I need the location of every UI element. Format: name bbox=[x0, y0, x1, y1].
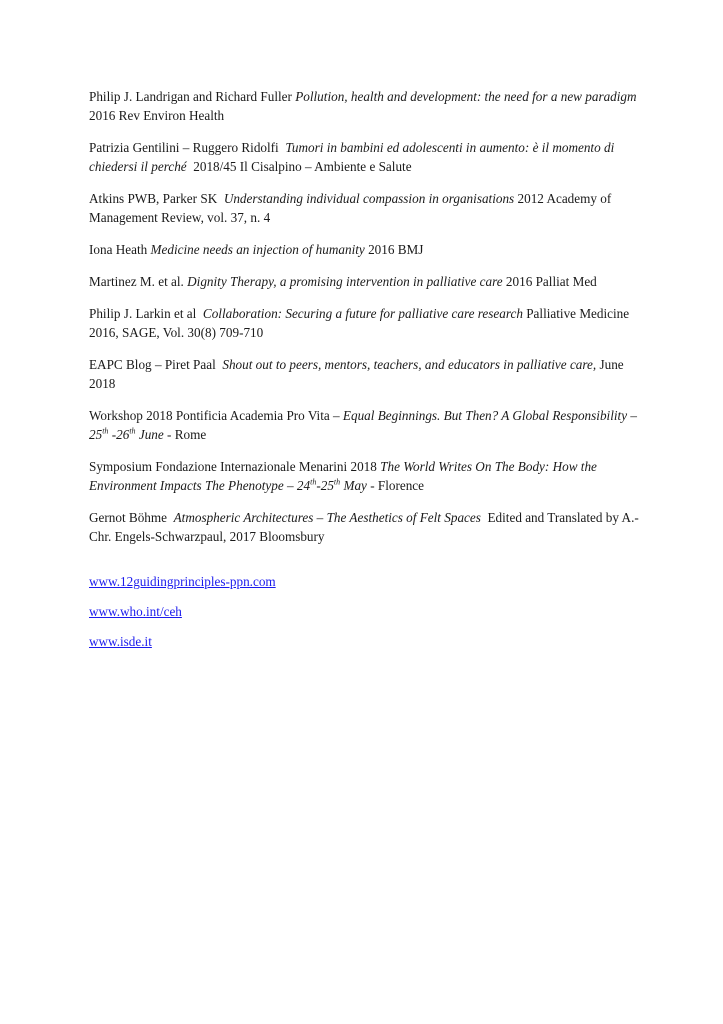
reference-item bbox=[89, 240, 649, 259]
reference-title-part: May bbox=[340, 478, 367, 493]
reference-authors: Symposium Fondazione Internazionale Menarini 2018 bbox=[89, 459, 377, 474]
reference-item bbox=[89, 304, 649, 342]
reference-title: Shout out to peers, mentors, teachers, and educators in palliative care, bbox=[222, 357, 597, 372]
reference-authors: Gernot Böhme bbox=[89, 510, 168, 525]
reference-authors: Workshop 2018 Pontificia Academia Pro Vita – bbox=[89, 408, 340, 423]
reference-title: Understanding individual compassion in organisations bbox=[223, 191, 515, 206]
reference-details: 2012 Academy of Management Review, vol. 37, n. 4 bbox=[89, 191, 612, 225]
reference-authors: Patrizia Gentilini – Ruggero Ridolfi bbox=[89, 140, 279, 155]
reference-title: Tumori in bambini ed adolescenti in aumento: è il momento di chiedersi il perché bbox=[89, 140, 615, 174]
reference-title: Pollution, health and development: the need for a new paradigm bbox=[295, 89, 637, 104]
reference-title: Medicine needs an injection of humanity bbox=[150, 242, 365, 257]
reference-title: Dignity Therapy, a promising intervention in palliative care bbox=[187, 274, 503, 289]
reference-title-part: Equal Beginnings. But Then? A Global Responsibility – 25 bbox=[89, 408, 637, 442]
ordinal-suffix: th bbox=[129, 426, 136, 436]
reference-details: Palliative Medicine 2016, SAGE, Vol. 30(8) 709-710 bbox=[89, 306, 630, 340]
reference-authors: Philip J. Landrigan and Richard Fuller bbox=[89, 89, 292, 104]
ordinal-suffix: th bbox=[102, 426, 109, 436]
reference-title-part: The World Writes On The Body: How the Environment Impacts The Phenotype – 24 bbox=[89, 459, 597, 493]
reference-details: 2016 Palliat Med bbox=[505, 274, 597, 289]
reference-title-part: June bbox=[135, 427, 164, 442]
link-who-ceh[interactable]: www.who.int/ceh bbox=[89, 604, 182, 619]
reference-authors: EAPC Blog – Piret Paal bbox=[89, 357, 216, 372]
link-isde[interactable]: www.isde.it bbox=[89, 634, 152, 649]
reference-details: - Florence bbox=[370, 478, 425, 493]
reference-item bbox=[89, 138, 649, 176]
link-12guidingprinciples[interactable]: www.12guidingprinciples-ppn.com bbox=[89, 574, 276, 589]
reference-authors: Martinez M. et al. bbox=[89, 274, 184, 289]
reference-item bbox=[89, 189, 649, 227]
reference-details: - Rome bbox=[167, 427, 207, 442]
reference-details: Edited and Translated by A.-Chr. Engels-Schwarzpaul, 2017 Bloomsbury bbox=[89, 510, 639, 544]
ordinal-suffix: th bbox=[310, 477, 317, 487]
reference-item bbox=[89, 355, 649, 393]
reference-item bbox=[89, 272, 649, 291]
reference-item bbox=[89, 87, 649, 125]
reference-authors: Atkins PWB, Parker SK bbox=[89, 191, 218, 206]
reference-title-part: -25 bbox=[316, 478, 334, 493]
reference-details: 2018/45 Il Cisalpino – Ambiente e Salute bbox=[193, 159, 412, 174]
ordinal-suffix: th bbox=[333, 477, 341, 487]
reference-list bbox=[89, 87, 649, 559]
reference-item bbox=[89, 508, 649, 546]
reference-authors: Philip J. Larkin et al bbox=[89, 306, 197, 321]
reference-title: Atmospheric Architectures – The Aesthetics of Felt Spaces bbox=[173, 510, 481, 525]
link-list bbox=[89, 572, 489, 662]
reference-authors: Iona Heath bbox=[89, 242, 148, 257]
reference-title: Collaboration: Securing a future for palliative care research bbox=[202, 306, 523, 321]
reference-title-part: -26 bbox=[108, 427, 130, 442]
reference-item bbox=[89, 406, 649, 444]
reference-details: June 2018 bbox=[89, 357, 624, 391]
reference-details: 2016 Rev Environ Health bbox=[89, 108, 225, 123]
reference-details: 2016 BMJ bbox=[368, 242, 424, 257]
reference-item bbox=[89, 457, 649, 495]
